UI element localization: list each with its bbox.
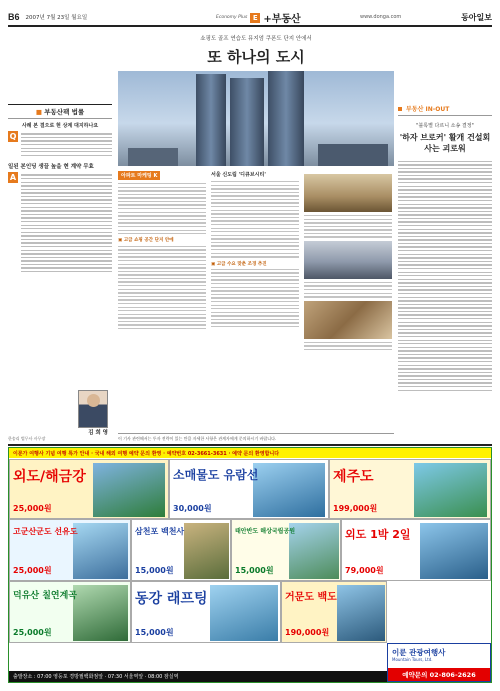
top-rule bbox=[8, 25, 492, 27]
ad-destination: 고군산군도 선유도 bbox=[13, 527, 78, 536]
ad-destination: 외도 1박 2일 bbox=[345, 528, 411, 541]
square-bullet-icon: ■ bbox=[35, 108, 45, 116]
lobby-photo bbox=[304, 241, 392, 279]
ad-photo bbox=[184, 523, 229, 579]
paper-logo: 동아일보 bbox=[461, 11, 492, 22]
feature-column bbox=[118, 171, 206, 352]
ad-photo bbox=[289, 523, 339, 579]
agency-phone[interactable]: 예약문의 02-806-2626 bbox=[388, 668, 490, 681]
issue-date: 2007년 7월 23일 월요일 bbox=[25, 15, 88, 21]
subtitle-text: 서울 신도림 '디큐브시티' bbox=[211, 172, 266, 178]
ad-photo bbox=[337, 585, 385, 641]
section-tag: Economy Plus bbox=[216, 15, 248, 20]
feature-footnote: 이 기사 관련해서는 투자 전략이 있는 만큼 자세한 사항은 관계자에게 문의하시기 바랍니다. bbox=[118, 433, 394, 442]
ad-destination: 태안반도 해상국립공원 bbox=[235, 528, 296, 535]
ad-destination: 소매물도 유람선 bbox=[173, 468, 259, 482]
column-heading bbox=[8, 104, 112, 119]
interior-photo bbox=[304, 174, 392, 212]
question-title: 사례 본 결으로 현 상계 대지하나요 bbox=[21, 123, 99, 129]
square-bullet-icon bbox=[398, 107, 402, 111]
feature-body bbox=[118, 171, 394, 352]
section-title bbox=[216, 10, 301, 25]
feature-kicker: 쇼핑도 골프 연습도 뮤지엄 쿠폰도 단지 안에서 bbox=[200, 36, 312, 42]
agency-english-name: Mountain Tours, Ltd. bbox=[392, 657, 433, 662]
column-heading-text: 부동산팩 법률 bbox=[44, 108, 85, 116]
ad-price: 15,000원 bbox=[135, 566, 174, 575]
a-marker: A bbox=[9, 173, 17, 183]
masthead bbox=[8, 10, 492, 24]
in-out-title: '하자 브로커' 활개 건설회사는 괴로워 bbox=[399, 133, 491, 153]
in-out-brand: 부동산 IN-OUT bbox=[406, 106, 450, 113]
ad-tile[interactable] bbox=[329, 459, 491, 519]
ad-photo bbox=[93, 463, 165, 517]
page-number: B6 bbox=[8, 12, 20, 22]
series-label: 아파트 마케팅 K bbox=[118, 171, 160, 180]
question-text bbox=[21, 131, 112, 158]
ad-tile[interactable] bbox=[131, 581, 281, 643]
section-name: +부동산 bbox=[263, 14, 301, 25]
ad-price: 15,000원 bbox=[235, 566, 274, 575]
low-building bbox=[318, 144, 388, 166]
in-out-column bbox=[398, 32, 492, 442]
ad-tile[interactable] bbox=[169, 459, 329, 519]
tower-right bbox=[268, 71, 304, 166]
inline-heading: ▣ 고급 수요 맞춘 조경 추진 bbox=[211, 261, 267, 267]
ad-price: 199,000원 bbox=[333, 504, 378, 513]
lounge-photo bbox=[304, 301, 392, 339]
inline-heading: ▣ 고급 쇼핑 공간 단지 안에 bbox=[118, 238, 174, 244]
ad-destination: 삼천포 백천사 bbox=[135, 527, 185, 536]
ad-price: 190,000원 bbox=[285, 628, 330, 637]
ad-destination: 거문도 백도 bbox=[285, 592, 337, 603]
ad-price: 25,000원 bbox=[13, 566, 52, 575]
ad-tile[interactable] bbox=[131, 519, 231, 581]
ad-photo bbox=[73, 585, 128, 641]
ad-divider bbox=[8, 444, 492, 446]
ad-tile[interactable] bbox=[9, 459, 169, 519]
ad-destination: 덕유산 칠연계곡 bbox=[13, 591, 77, 601]
feature-subtitle bbox=[118, 171, 206, 180]
ad-photo bbox=[210, 585, 278, 641]
ad-tile[interactable] bbox=[9, 581, 131, 643]
in-out-body bbox=[398, 161, 492, 391]
ad-banner[interactable]: 이룬가 여행사 기념 여행 특가 안내 · 국내 해외 여행 예약 문의 환영 · 예약번호 02-3661-3631 · 예약 문의 환영합니다 bbox=[9, 448, 491, 458]
author-box bbox=[8, 386, 112, 442]
ad-price: 15,000원 bbox=[135, 628, 174, 637]
low-building bbox=[128, 148, 178, 166]
legal-column bbox=[8, 32, 112, 442]
ad-destination: 동강 래프팅 bbox=[135, 591, 208, 607]
in-out-heading bbox=[398, 104, 492, 116]
feature-headline: 또 하나의 도시 bbox=[207, 48, 305, 66]
ad-price: 25,000원 bbox=[13, 628, 52, 637]
author-caption: 한송리 법무사 사무장 bbox=[8, 436, 46, 441]
ad-tile[interactable] bbox=[281, 581, 387, 643]
ad-photo bbox=[253, 463, 325, 517]
skyscraper-photo bbox=[118, 71, 394, 166]
section-letter-logo: E bbox=[250, 13, 260, 23]
ad-photo bbox=[414, 463, 487, 517]
ad-price: 25,000원 bbox=[13, 504, 52, 513]
ad-destination: 외도/해금강 bbox=[13, 469, 86, 485]
ad-footer bbox=[9, 648, 491, 682]
ad-tile[interactable] bbox=[231, 519, 341, 581]
ad-photo bbox=[420, 523, 488, 579]
author-photo bbox=[78, 390, 108, 428]
travel-ads bbox=[8, 447, 492, 683]
tower-center bbox=[230, 78, 264, 166]
in-out-kicker: "블록별 다르니 소송 결정" bbox=[416, 123, 474, 129]
feature-article bbox=[118, 32, 394, 442]
ad-price: 79,000원 bbox=[345, 566, 384, 575]
agency-name: 이룬 관광여행사 bbox=[392, 648, 446, 657]
tower-left bbox=[196, 74, 226, 166]
feature-subtitle-text bbox=[211, 171, 299, 178]
agency-brand-box[interactable] bbox=[387, 643, 491, 682]
ad-destination: 제주도 bbox=[333, 469, 374, 485]
ad-tile[interactable] bbox=[341, 519, 491, 581]
site-url[interactable]: www.donga.com bbox=[360, 14, 402, 20]
answer-block bbox=[8, 172, 112, 274]
ad-tile[interactable] bbox=[9, 519, 131, 581]
q-marker: Q bbox=[9, 132, 17, 141]
answer-subhead: 일된 본인딩 생끌 높을 현 계약 무효 bbox=[8, 164, 94, 171]
ad-price: 30,000원 bbox=[173, 504, 212, 513]
ad-photo bbox=[73, 523, 128, 579]
feature-photo-column bbox=[304, 171, 392, 352]
question-block bbox=[8, 131, 112, 158]
feature-column bbox=[211, 171, 299, 352]
author-name: 김 희 영 bbox=[88, 430, 108, 436]
answer-text bbox=[21, 172, 112, 274]
ad-footer-text: 출발장소 : 07:00 영등포 경방필백화점앞 · 07:30 서울역앞 · 08:00 잠실역 bbox=[13, 674, 179, 680]
